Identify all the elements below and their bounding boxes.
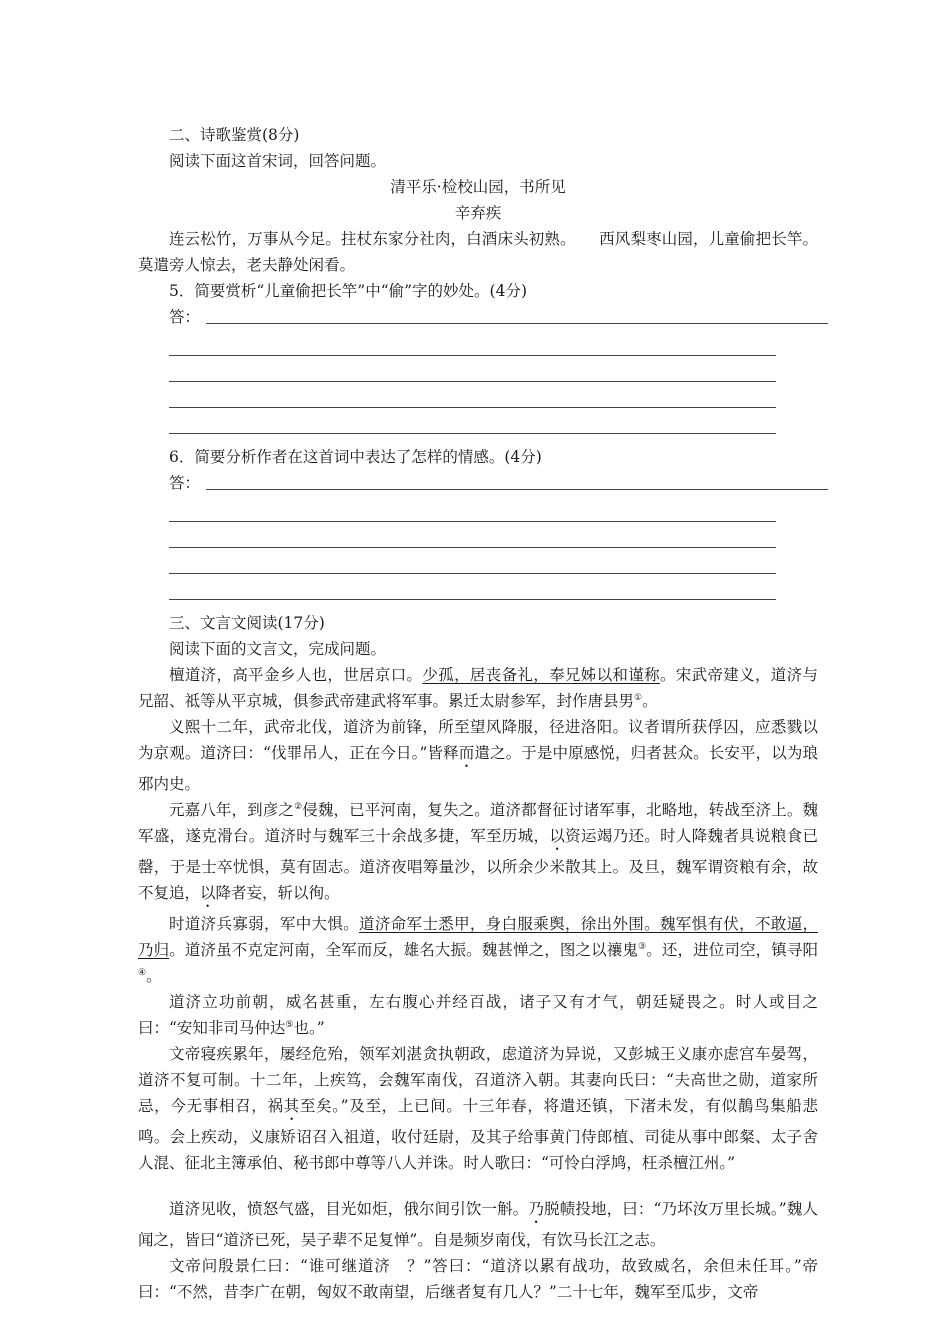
answer-label: 答： [169, 308, 201, 326]
footnote-marker: ③ [638, 941, 647, 952]
text-span: 义熙十二年，武帝北伐，道济为前锋，所至望风降服，径进洛阳。议者谓所获俘囚，应悉戮以为京观。道济曰：“伐罪吊人，正在今日。”皆释 [138, 718, 818, 762]
text-span: 至矣。”及至，上已间。十三年春，将遣还镇，下渚未发，有似鶄鸟集船悲鸣。会上疾动，义康矫诏召入祖道，收付廷尉，及其子给事黄门侍郎植、司徒从事中郎粲、太子舍人混、征北主簿承伯、秘书郎中尊等八人并诛。时人歌曰：“可怜白浮鸠，枉杀檀江州。” [138, 1097, 818, 1172]
poem-author: 辛弃疾 [454, 204, 502, 222]
dotted-character: 以 [200, 884, 216, 902]
text-span: 。道济虽不克定河南，全军而反，雄名大振。魏甚惮之，图之以禳鬼 [169, 941, 639, 959]
footnote-marker: ④ [138, 967, 147, 978]
text-span: 道济见收，愤怒气盛，目光如炬，俄尔间引饮一斛。 [169, 1200, 529, 1218]
text-span: 脱帻投地，曰：“乃坏汝万里长城。”魏人闻之，皆曰“道济已死，吴子辈不足复惮”。自是频岁南伐，有饮马长江之志。 [138, 1200, 818, 1249]
answer-underline [206, 489, 828, 490]
text-span: 元嘉八年，到彦之 [169, 801, 295, 819]
footnote-marker: ① [634, 692, 643, 703]
classical-paragraph-4 [138, 911, 818, 989]
text-span: 。还，进位司空，镇寻阳 [646, 941, 818, 959]
footnote-marker: ② [294, 801, 303, 812]
spacer [138, 1176, 818, 1196]
text-span: 。宋武帝建义，道济与兄韶、祗等从平京城，俱参武帝建武将军事。累迁太尉参军，封作唐县男 [138, 666, 818, 710]
answer-line[interactable] [138, 304, 818, 330]
text-span: 。 [642, 692, 658, 710]
answer-line[interactable] [169, 496, 776, 522]
text-span: 也。” [293, 1019, 325, 1037]
classical-paragraph-7 [138, 1196, 818, 1253]
poem-title: 清平乐·检校山园，书所见 [390, 178, 566, 196]
underlined-sentence: 道济命军士悉甲，身白服乘舆，徐出外围。魏军惧有伏，不敢逼，乃归 [138, 915, 818, 959]
text-span: 资运竭乃还。时人降魏者具说粮食已罄，于是士卒忧惧，莫有固志。道济夜唱筹量沙，以所余少米散其上。及旦，魏军谓资粮有余，故不复追， [138, 827, 818, 902]
answer-line[interactable] [169, 356, 776, 382]
footnote-marker: ⑤ [285, 1019, 294, 1030]
answer-line[interactable] [169, 408, 776, 434]
answer-line[interactable] [169, 382, 776, 408]
section-heading: 三、文言文阅读(17分) [169, 614, 325, 632]
text-span: 文帝寝疾累年，屡经危殆，领军刘湛贪执朝政，虑道济为异说，又彭城王义康亦虑宫车晏驾，道济不复可制。十二年，上疾笃，会魏军南伐，召道济入朝。其妻向氏曰：“夫高世之勋，道家所忌，今无事相召，祸 [138, 1045, 818, 1115]
answer-underline [206, 323, 828, 324]
text-span: 道济立功前朝，威名甚重，左右腹心并经百战，诸子又有才气，朝廷疑畏之。时人或目之曰：“安知非司马仲达 [138, 993, 818, 1037]
dotted-character: 而 [458, 744, 475, 762]
spacer [138, 434, 818, 444]
question-5: 5．简要赏析“儿童偷把长竿”中“偷”字的妙处。(4分) [169, 282, 528, 300]
classical-paragraph-2 [138, 714, 818, 797]
dotted-character: 其 [283, 1097, 300, 1115]
dotted-character: 以 [549, 827, 566, 845]
question-6: 6．简要分析作者在这首词中表达了怎样的情感。(4分) [169, 448, 542, 466]
answer-line[interactable] [169, 574, 776, 600]
text-span: 檀道济，高平金乡人也，世居京口。 [169, 666, 423, 684]
underlined-sentence: 少孤，居丧备礼，奉兄姊以和谨称 [422, 666, 660, 684]
answer-line[interactable] [169, 330, 776, 356]
answer-line[interactable] [169, 522, 776, 548]
text-span: 遣之。于是中原感悦，归者甚众。长安平，以为琅邪内史。 [138, 744, 818, 793]
classical-paragraph-3 [138, 797, 818, 911]
text-span: 侵魏，已平河南，复失之。道济都督征讨诸军事，北略地，转战至济上。魏军盛，遂克滑台。道济时与魏军三十余战多捷，军至历城， [138, 801, 818, 845]
classical-paragraph-1 [138, 662, 818, 714]
text-span: 。 [146, 967, 162, 985]
classical-paragraph-5 [138, 989, 818, 1041]
answer-line[interactable] [138, 470, 818, 496]
poem-text: 连云松竹，万事从今足。拄杖东家分社肉，白酒床头初熟。 西风梨枣山园，儿童偷把长竿。莫遣旁人惊去，老夫静处闲看。 [138, 230, 818, 274]
instruction-text: 阅读下面的文言文，完成问题。 [169, 640, 387, 658]
dotted-character: 乃 [528, 1200, 545, 1218]
section-heading: 二、诗歌鉴赏(8分) [169, 126, 300, 144]
document-content [138, 122, 818, 1305]
classical-paragraph-8: 文帝问殷景仁曰：“谁可继道济 ？”答曰：“道济以累有战功，故致威名，余但未任耳。”帝曰：“不然，昔李广在朝，匈奴不敢南望，后继者复有几人？”二十七年，魏军至瓜步，文帝 [138, 1257, 818, 1301]
text-span: 降者妄，斩以徇。 [215, 884, 340, 902]
answer-line[interactable] [169, 548, 776, 574]
text-span: 时道济兵寡弱，军中大惧。 [169, 915, 360, 933]
instruction-text: 阅读下面这首宋词，回答问题。 [169, 152, 387, 170]
classical-paragraph-6 [138, 1041, 818, 1176]
answer-label: 答： [169, 474, 201, 492]
spacer [138, 600, 818, 610]
